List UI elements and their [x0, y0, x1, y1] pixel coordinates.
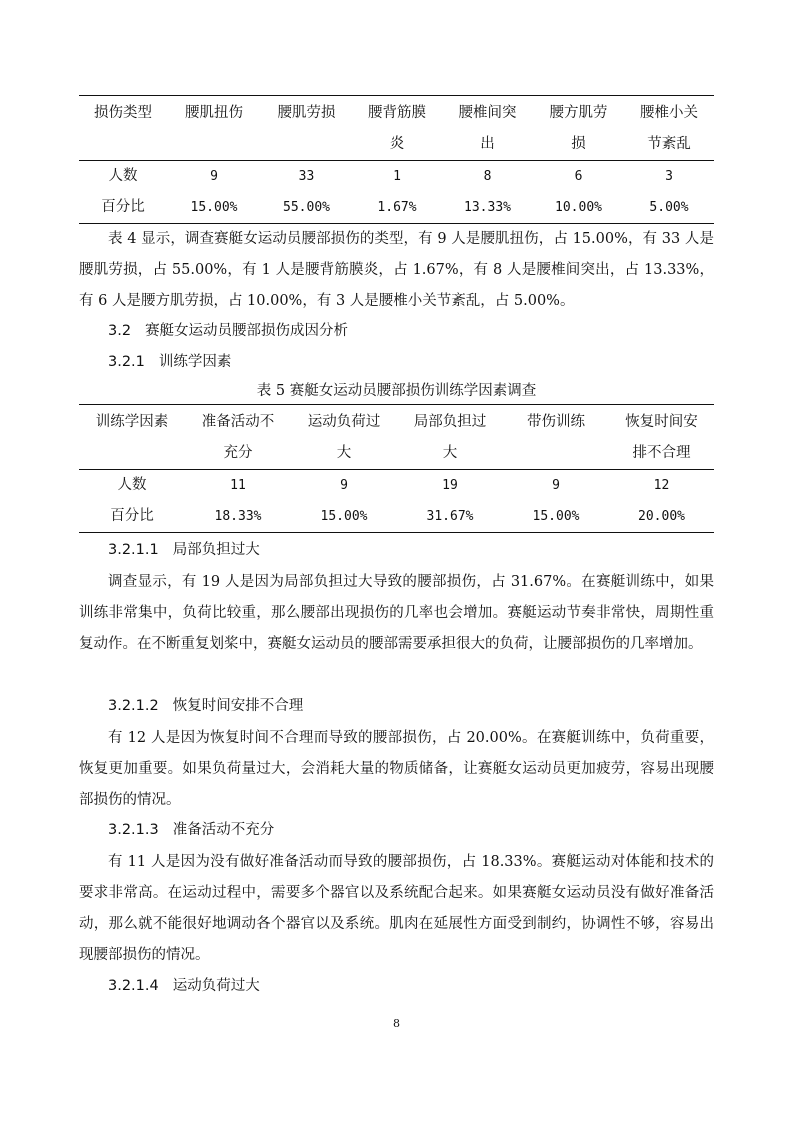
- paragraph-warmup: 有 11 人是因为没有做好准备活动而导致的腰部损伤，占 18.33%。赛艇运动对体能和技术的要求非常高。在运动过程中，需要多个器官以及系统配合起来。如果赛艇女运动员没有做好准备活动，那么就不能很好地调动各个器官以及系统。肌肉在延展性方面受到制约，协调性不够，容易出现腰部损伤的情况。: [79, 854, 714, 963]
- table-cell: 31.67%: [426, 509, 474, 524]
- table-cell: 人数: [117, 477, 147, 493]
- table-cell: 百分比: [110, 508, 154, 524]
- table-header-cell: 恢复时间安 排不合理: [609, 405, 714, 470]
- table-5-caption: 表 5 赛艇女运动员腰部损伤训练学因素调查: [256, 383, 537, 399]
- table-cell: 9: [340, 478, 348, 493]
- paragraph-table4-summary: 表 4 显示，调查赛艇女运动员腰部损伤的类型，有 9 人是腰肌扭伤，占 15.00%，有 33 人是腰肌劳损，占 55.00%，有 1 人是腰背筋膜炎，占 1.67%，有 8 人是腰椎间突出，占 13.33%，有 6 人是腰方肌劳损，占 10.00%，有 3 人是腰椎小关节紊乱，占 5.00%。: [79, 231, 714, 309]
- table-header-cell: 带伤训练: [503, 405, 609, 470]
- table-cell: 9: [552, 478, 560, 493]
- table-row: [79, 470, 714, 502]
- table-cell: 9: [210, 169, 218, 184]
- table-cell: 6: [574, 169, 583, 184]
- table-header-cell: 局部负担过 大: [397, 405, 503, 470]
- paragraph-local-load: 调查显示，有 19 人是因为局部负担过大导致的腰部损伤，占 31.67%。在赛艇训练中，如果训练非常集中，负荷比较重，那么腰部出现损伤的几率也会增加。赛艇运动节奏非常快，周期性重复动作。在不断重复划桨中，赛艇女运动员的腰部需要承担很大的负荷，让腰部损伤的几率增加。: [79, 574, 714, 652]
- table-5-training-factors: [79, 404, 714, 533]
- table-header-cell: 运动负荷过 大: [291, 405, 397, 470]
- table-cell: 55.00%: [283, 200, 330, 215]
- table-cell: 13.33%: [464, 200, 511, 215]
- table-row: [79, 501, 714, 533]
- table-header-cell: 训练学因素: [79, 405, 185, 470]
- table-header-row: [79, 405, 714, 470]
- table-row: [79, 161, 714, 193]
- table-cell: 15.00%: [532, 509, 580, 524]
- table-header-cell: 腰椎间突 出: [442, 96, 533, 161]
- table-cell: 15.00%: [190, 200, 238, 215]
- table-cell: 10.00%: [555, 200, 602, 215]
- table-cell: 百分比: [101, 199, 145, 215]
- table-cell: 18.33%: [214, 509, 262, 524]
- section-heading-3-2-1: 3.2.1 训练学因素: [108, 354, 232, 370]
- section-heading-3-2-1-2: 3.2.1.2 恢复时间安排不合理: [108, 698, 304, 714]
- section-heading-3-2-1-3: 3.2.1.3 准备活动不充分: [108, 822, 275, 838]
- table-header-cell: 腰肌扭伤: [167, 96, 261, 161]
- table-cell: 人数: [108, 168, 138, 184]
- table-cell: 20.00%: [638, 509, 685, 524]
- table-header-cell: 腰背筋膜 炎: [352, 96, 442, 161]
- section-heading-3-2-1-1: 3.2.1.1 局部负担过大: [108, 542, 260, 558]
- table-cell: 1: [393, 169, 401, 184]
- table-cell: 19: [442, 478, 458, 493]
- table-cell: 8: [483, 169, 492, 184]
- table-4-injury-types: [79, 95, 714, 224]
- paragraph-recovery-time: 有 12 人是因为恢复时间不合理而导致的腰部损伤，占 20.00%。在赛艇训练中，负荷重要，恢复更加重要。如果负荷量过大，会消耗大量的物质储备，让赛艇女运动员更加疲劳，容易出现腰部损伤的情况。: [79, 730, 714, 808]
- page-number: 8: [393, 1017, 400, 1030]
- table-header-cell: 准备活动不 充分: [185, 405, 291, 470]
- table-header-cell: 腰方肌劳 损: [533, 96, 624, 161]
- table-cell: 1.67%: [377, 200, 417, 215]
- table-cell: 3: [665, 169, 673, 184]
- table-cell: 12: [653, 478, 670, 493]
- table-cell: 15.00%: [320, 509, 368, 524]
- table-header-cell: 腰肌劳损: [261, 96, 352, 161]
- section-heading-3-2: 3.2 赛艇女运动员腰部损伤成因分析: [108, 323, 349, 339]
- table-row: [79, 192, 714, 224]
- section-heading-3-2-1-4: 3.2.1.4 运动负荷过大: [108, 978, 260, 994]
- table-header-cell: 腰椎小关 节紊乱: [624, 96, 714, 161]
- table-cell: 11: [230, 478, 246, 493]
- table-cell: 33: [298, 169, 315, 184]
- table-cell: 5.00%: [649, 200, 689, 215]
- table-header-row: [79, 96, 714, 161]
- table-header-cell: 损伤类型: [79, 96, 167, 161]
